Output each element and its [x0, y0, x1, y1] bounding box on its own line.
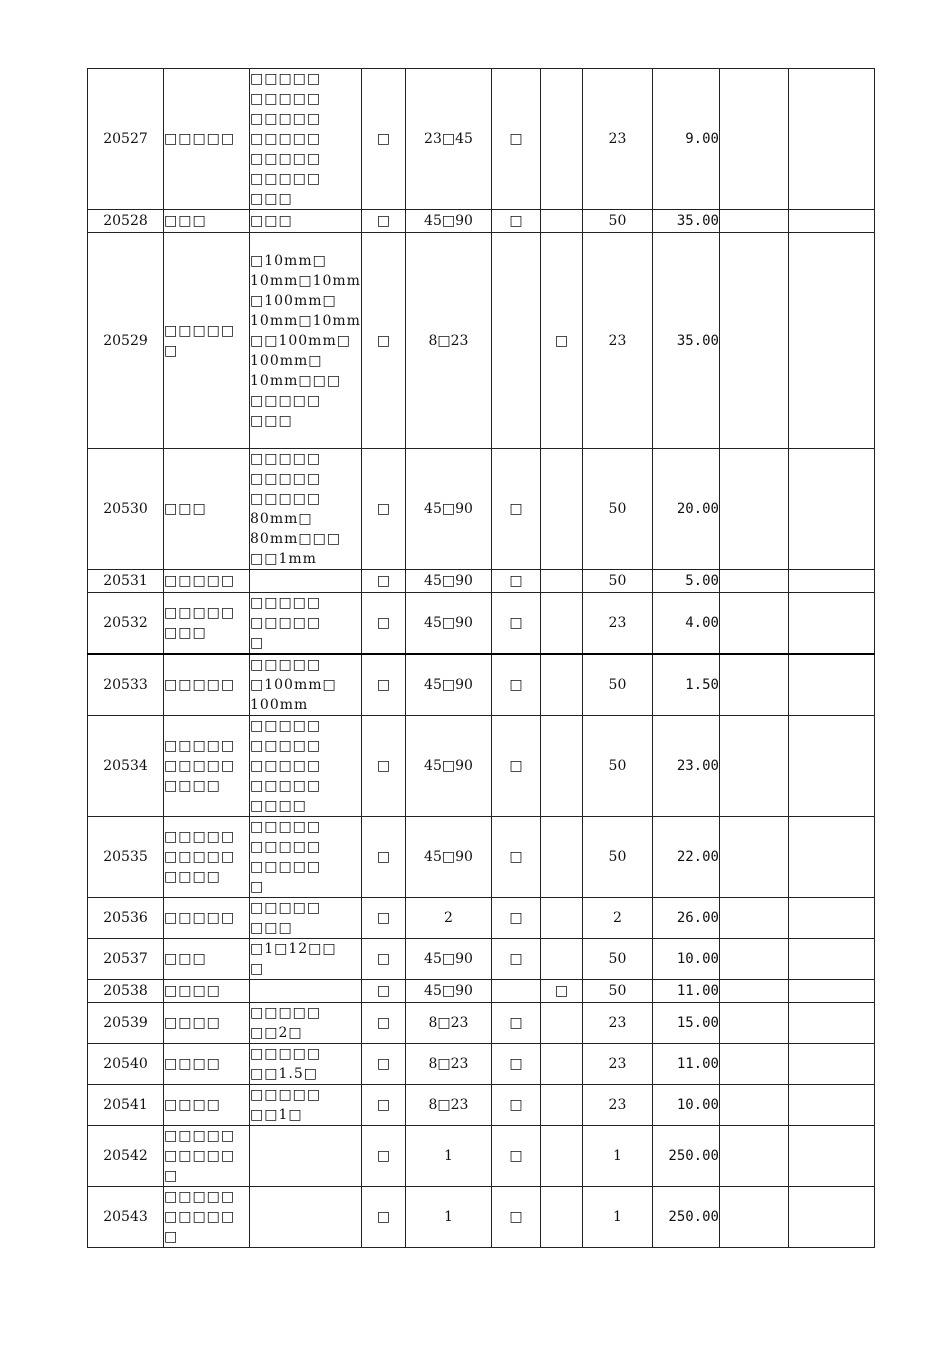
item-spec-line: □□□□□ — [250, 131, 322, 147]
range-cell: 45□90 — [405, 570, 491, 593]
item-spec-cell — [250, 593, 362, 655]
item-spec-line: □□□□□ — [250, 1046, 322, 1062]
table-row — [88, 449, 875, 570]
item-name-line: □□□□ — [164, 1097, 221, 1113]
item-name-cell — [164, 1085, 250, 1126]
item-code-cell: 20540 — [88, 1044, 164, 1085]
item-name-cell — [164, 1003, 250, 1044]
unit-cell: □ — [361, 654, 405, 716]
item-name-cell — [164, 593, 250, 655]
item-spec-line: □ — [250, 961, 265, 977]
unit-cell: □ — [361, 449, 405, 570]
empty-cell-b — [788, 1085, 874, 1126]
empty-cell-b — [788, 570, 874, 593]
flag-cell-a: □ — [491, 210, 540, 233]
item-code-cell: 20535 — [88, 817, 164, 898]
item-name-cell — [164, 1044, 250, 1085]
item-spec-line: □□□□□ — [250, 778, 322, 794]
item-spec-line: □□□□□ — [250, 71, 322, 87]
table-row — [88, 593, 875, 655]
unit-cell: □ — [361, 980, 405, 1003]
flag-cell-a: □ — [491, 1187, 540, 1248]
quantity-cell: 50 — [582, 817, 652, 898]
flag-cell-a: □ — [491, 69, 540, 210]
item-spec-line: 100mm□ — [250, 352, 323, 369]
range-cell: 45□90 — [405, 980, 491, 1003]
price-cell: 10.00 — [652, 1085, 719, 1126]
item-code-cell: 20542 — [88, 1126, 164, 1187]
empty-cell-a — [719, 817, 788, 898]
empty-cell-b — [788, 1126, 874, 1187]
flag-cell-a: □ — [491, 449, 540, 570]
unit-cell: □ — [361, 210, 405, 233]
item-code-cell: 20533 — [88, 654, 164, 716]
item-code-cell: 20543 — [88, 1187, 164, 1248]
item-name-line: □ — [164, 1168, 179, 1184]
flag-cell-b — [540, 69, 582, 210]
unit-cell: □ — [361, 570, 405, 593]
item-spec-cell — [250, 449, 362, 570]
table-row — [88, 1126, 875, 1187]
flag-cell-b — [540, 593, 582, 655]
item-spec-cell — [250, 1044, 362, 1085]
quantity-cell: 23 — [582, 233, 652, 449]
empty-cell-a — [719, 233, 788, 449]
empty-cell-b — [788, 939, 874, 980]
empty-cell-a — [719, 716, 788, 817]
item-code-cell: 20539 — [88, 1003, 164, 1044]
item-spec-line: □□□□□ — [250, 471, 322, 487]
item-spec-line: □100mm□ — [250, 677, 337, 693]
table-row — [88, 1187, 875, 1248]
item-code-cell: 20541 — [88, 1085, 164, 1126]
unit-cell: □ — [361, 233, 405, 449]
item-name-line: □□□□ — [164, 1015, 221, 1031]
item-spec-line: 100mm — [250, 697, 309, 713]
flag-cell-b: □ — [540, 233, 582, 449]
table-row — [88, 233, 875, 449]
empty-cell-b — [788, 69, 874, 210]
item-spec-cell — [250, 1126, 362, 1187]
price-cell: 250.00 — [652, 1187, 719, 1248]
quantity-cell: 50 — [582, 939, 652, 980]
flag-cell-a: □ — [491, 898, 540, 939]
range-cell: 8□23 — [405, 1003, 491, 1044]
item-spec-cell — [250, 1003, 362, 1044]
unit-cell: □ — [361, 1126, 405, 1187]
item-spec-cell — [250, 233, 362, 449]
item-spec-line: □□□□□ — [250, 900, 322, 916]
item-name-line: □□□ — [164, 951, 207, 967]
item-spec-line: □□□□□ — [250, 151, 322, 167]
empty-cell-a — [719, 898, 788, 939]
price-cell: 20.00 — [652, 449, 719, 570]
empty-cell-a — [719, 69, 788, 210]
price-cell: 9.00 — [652, 69, 719, 210]
item-name-line: □□□□□ — [164, 829, 236, 845]
quantity-cell: 50 — [582, 449, 652, 570]
quantity-cell: 23 — [582, 1085, 652, 1126]
quantity-cell: 50 — [582, 716, 652, 817]
flag-cell-a — [491, 980, 540, 1003]
unit-cell: □ — [361, 898, 405, 939]
empty-cell-b — [788, 898, 874, 939]
flag-cell-a — [491, 233, 540, 449]
item-spec-line: □□□□□ — [250, 111, 322, 127]
unit-cell: □ — [361, 1187, 405, 1248]
item-name-line: □□□ — [164, 213, 207, 229]
table-row — [88, 69, 875, 210]
empty-cell-a — [719, 654, 788, 716]
item-spec-cell — [250, 817, 362, 898]
price-cell: 15.00 — [652, 1003, 719, 1044]
item-spec-line: 10mm□10mm — [250, 312, 361, 329]
table-row — [88, 1003, 875, 1044]
unit-cell: □ — [361, 1003, 405, 1044]
price-cell: 10.00 — [652, 939, 719, 980]
flag-cell-a: □ — [491, 1126, 540, 1187]
item-name-cell — [164, 817, 250, 898]
flag-cell-a: □ — [491, 817, 540, 898]
item-spec-cell — [250, 69, 362, 210]
flag-cell-b — [540, 939, 582, 980]
range-cell: 8□23 — [405, 1085, 491, 1126]
empty-cell-b — [788, 1044, 874, 1085]
flag-cell-b — [540, 1044, 582, 1085]
price-cell: 35.00 — [652, 233, 719, 449]
empty-cell-b — [788, 449, 874, 570]
empty-cell-a — [719, 1187, 788, 1248]
item-spec-line: □□□□□ — [250, 1087, 322, 1103]
item-name-line: □□□□ — [164, 869, 221, 885]
flag-cell-b — [540, 1187, 582, 1248]
item-spec-cell — [250, 1085, 362, 1126]
quantity-cell: 23 — [582, 1003, 652, 1044]
item-spec-cell — [250, 570, 362, 593]
empty-cell-b — [788, 817, 874, 898]
unit-cell: □ — [361, 939, 405, 980]
flag-cell-b — [540, 210, 582, 233]
item-spec-cell — [250, 654, 362, 716]
item-spec-line: □□□ — [250, 920, 293, 936]
item-name-line: □□□□□ — [164, 605, 236, 621]
table-row — [88, 1085, 875, 1126]
table-row — [88, 939, 875, 980]
quantity-cell: 23 — [582, 1044, 652, 1085]
item-code-cell: 20531 — [88, 570, 164, 593]
flag-cell-b — [540, 716, 582, 817]
range-cell: 1 — [405, 1126, 491, 1187]
item-spec-line: □ — [250, 635, 265, 651]
item-name-line: □□□□□ — [164, 910, 236, 926]
item-spec-line: □□1.5□ — [250, 1066, 318, 1082]
flag-cell-b — [540, 1085, 582, 1126]
item-code-cell: 20527 — [88, 69, 164, 210]
table-row — [88, 210, 875, 233]
item-name-line: □□□ — [164, 501, 207, 517]
item-name-line: □□□□□ — [164, 849, 236, 865]
quantity-cell: 23 — [582, 593, 652, 655]
item-name-cell — [164, 716, 250, 817]
item-spec-line: □□□□□ — [250, 451, 322, 467]
item-spec-line: □□□□□ — [250, 595, 322, 611]
unit-cell: □ — [361, 1085, 405, 1126]
flag-cell-b — [540, 570, 582, 593]
table-row — [88, 817, 875, 898]
price-cell: 22.00 — [652, 817, 719, 898]
item-spec-line: 10mm□□□ — [250, 372, 342, 389]
item-spec-line: □□□□□ — [250, 392, 322, 409]
item-spec-line: □□□□□ — [250, 91, 322, 107]
item-name-line: □□□□□ — [164, 131, 236, 147]
item-code-cell: 20528 — [88, 210, 164, 233]
item-spec-line: □□□□□ — [250, 615, 322, 631]
item-name-line: □□□□□ — [164, 1209, 236, 1225]
item-code-cell: 20532 — [88, 593, 164, 655]
empty-cell-b — [788, 593, 874, 655]
price-cell: 35.00 — [652, 210, 719, 233]
flag-cell-b — [540, 817, 582, 898]
quantity-cell: 50 — [582, 210, 652, 233]
item-spec-line: □□□ — [250, 213, 293, 229]
flag-cell-a: □ — [491, 1003, 540, 1044]
empty-cell-a — [719, 593, 788, 655]
empty-cell-a — [719, 1044, 788, 1085]
flag-cell-b — [540, 449, 582, 570]
item-spec-line: □□1mm — [250, 551, 317, 567]
item-spec-line: □10mm□ — [250, 252, 327, 269]
item-spec-line: □□2□ — [250, 1025, 303, 1041]
flag-cell-a: □ — [491, 716, 540, 817]
item-name-line: □ — [164, 1229, 179, 1245]
range-cell: 8□23 — [405, 1044, 491, 1085]
item-spec-line: □□□□□ — [250, 859, 322, 875]
empty-cell-a — [719, 570, 788, 593]
item-name-line: □□□ — [164, 625, 207, 641]
unit-cell: □ — [361, 69, 405, 210]
table-row — [88, 1044, 875, 1085]
item-spec-line: □□□□ — [250, 798, 307, 814]
empty-cell-a — [719, 1085, 788, 1126]
item-code-cell: 20537 — [88, 939, 164, 980]
item-name-cell — [164, 980, 250, 1003]
flag-cell-b: □ — [540, 980, 582, 1003]
price-cell: 11.00 — [652, 1044, 719, 1085]
item-spec-line: □1□12□□ — [250, 941, 337, 957]
item-spec-line: □□□□□ — [250, 718, 322, 734]
item-code-cell: 20529 — [88, 233, 164, 449]
item-name-line: □□□□ — [164, 1056, 221, 1072]
unit-cell: □ — [361, 1044, 405, 1085]
empty-cell-a — [719, 449, 788, 570]
item-name-line: □□□□□ — [164, 758, 236, 774]
item-name-cell — [164, 233, 250, 449]
range-cell: 8□23 — [405, 233, 491, 449]
price-cell: 26.00 — [652, 898, 719, 939]
quantity-cell: 1 — [582, 1187, 652, 1248]
item-name-cell — [164, 1126, 250, 1187]
item-name-line: □□□□□ — [164, 1148, 236, 1164]
flag-cell-a: □ — [491, 593, 540, 655]
table-row — [88, 980, 875, 1003]
flag-cell-a: □ — [491, 1085, 540, 1126]
range-cell: 1 — [405, 1187, 491, 1248]
item-code-cell: 20530 — [88, 449, 164, 570]
table-row — [88, 898, 875, 939]
range-cell: 45□90 — [405, 449, 491, 570]
price-cell: 4.00 — [652, 593, 719, 655]
item-name-line: □□□□□ — [164, 677, 236, 693]
item-code-cell: 20534 — [88, 716, 164, 817]
empty-cell-b — [788, 980, 874, 1003]
range-cell: 2 — [405, 898, 491, 939]
item-name-cell — [164, 898, 250, 939]
empty-cell-b — [788, 1187, 874, 1248]
table-body — [88, 69, 875, 1248]
item-spec-line: □□□□□ — [250, 839, 322, 855]
item-name-line: □□□□□ — [164, 1189, 236, 1205]
item-name-line: □□□□ — [164, 778, 221, 794]
item-name-cell — [164, 210, 250, 233]
item-spec-line: □□□□□ — [250, 758, 322, 774]
flag-cell-b — [540, 1003, 582, 1044]
table-row — [88, 716, 875, 817]
item-code-cell: 20538 — [88, 980, 164, 1003]
item-spec-line: □ — [250, 879, 265, 895]
unit-cell: □ — [361, 593, 405, 655]
item-spec-line: □□1□ — [250, 1107, 303, 1123]
empty-cell-b — [788, 210, 874, 233]
quantity-cell: 50 — [582, 980, 652, 1003]
empty-cell-a — [719, 1003, 788, 1044]
item-spec-cell — [250, 980, 362, 1003]
item-spec-line: □□□□□ — [250, 819, 322, 835]
item-name-line: □□□□□ — [164, 738, 236, 754]
table-row — [88, 654, 875, 716]
item-name-cell — [164, 1187, 250, 1248]
empty-cell-a — [719, 1126, 788, 1187]
item-code-cell: 20536 — [88, 898, 164, 939]
flag-cell-b — [540, 1126, 582, 1187]
price-cell: 23.00 — [652, 716, 719, 817]
item-name-line: □ — [164, 342, 179, 359]
range-cell: 45□90 — [405, 817, 491, 898]
item-spec-line: 80mm□ — [250, 511, 313, 527]
range-cell: 23□45 — [405, 69, 491, 210]
item-spec-line: □□□□□ — [250, 171, 322, 187]
item-table — [87, 68, 875, 1248]
item-spec-line: 80mm□□□ — [250, 531, 342, 547]
item-name-cell — [164, 570, 250, 593]
table-row — [88, 570, 875, 593]
unit-cell: □ — [361, 817, 405, 898]
empty-cell-a — [719, 939, 788, 980]
item-spec-cell — [250, 1187, 362, 1248]
quantity-cell: 2 — [582, 898, 652, 939]
item-name-line: □□□□□ — [164, 1128, 236, 1144]
price-cell: 250.00 — [652, 1126, 719, 1187]
item-name-line: □□□□□ — [164, 573, 236, 589]
flag-cell-a: □ — [491, 654, 540, 716]
item-spec-cell — [250, 898, 362, 939]
item-spec-line: □□□□□ — [250, 738, 322, 754]
empty-cell-b — [788, 1003, 874, 1044]
item-spec-cell — [250, 716, 362, 817]
item-name-cell — [164, 939, 250, 980]
item-name-line: □□□□ — [164, 983, 221, 999]
flag-cell-b — [540, 654, 582, 716]
flag-cell-a: □ — [491, 939, 540, 980]
range-cell: 45□90 — [405, 654, 491, 716]
range-cell: 45□90 — [405, 210, 491, 233]
item-spec-line: 10mm□10mm — [250, 272, 361, 289]
empty-cell-b — [788, 233, 874, 449]
price-cell: 1.50 — [652, 654, 719, 716]
item-name-cell — [164, 654, 250, 716]
flag-cell-a: □ — [491, 570, 540, 593]
quantity-cell: 50 — [582, 654, 652, 716]
item-spec-line: □□□□□ — [250, 491, 322, 507]
item-spec-line: □□□□□ — [250, 1005, 322, 1021]
range-cell: 45□90 — [405, 593, 491, 655]
unit-cell: □ — [361, 716, 405, 817]
empty-cell-a — [719, 980, 788, 1003]
quantity-cell: 23 — [582, 69, 652, 210]
item-spec-cell — [250, 939, 362, 980]
item-spec-line: □□□ — [250, 412, 293, 429]
item-spec-cell — [250, 210, 362, 233]
range-cell: 45□90 — [405, 939, 491, 980]
flag-cell-b — [540, 898, 582, 939]
range-cell: 45□90 — [405, 716, 491, 817]
item-name-cell — [164, 449, 250, 570]
item-spec-line: □100mm□ — [250, 292, 337, 309]
price-cell: 11.00 — [652, 980, 719, 1003]
item-spec-line: □□□□□ — [250, 657, 322, 673]
price-cell: 5.00 — [652, 570, 719, 593]
item-spec-line: □□100mm□ — [250, 332, 351, 349]
item-spec-line: □□□ — [250, 191, 293, 207]
quantity-cell: 1 — [582, 1126, 652, 1187]
flag-cell-a: □ — [491, 1044, 540, 1085]
empty-cell-a — [719, 210, 788, 233]
quantity-cell: 50 — [582, 570, 652, 593]
item-name-line: □□□□□ — [164, 322, 236, 339]
empty-cell-b — [788, 654, 874, 716]
empty-cell-b — [788, 716, 874, 817]
item-name-cell — [164, 69, 250, 210]
